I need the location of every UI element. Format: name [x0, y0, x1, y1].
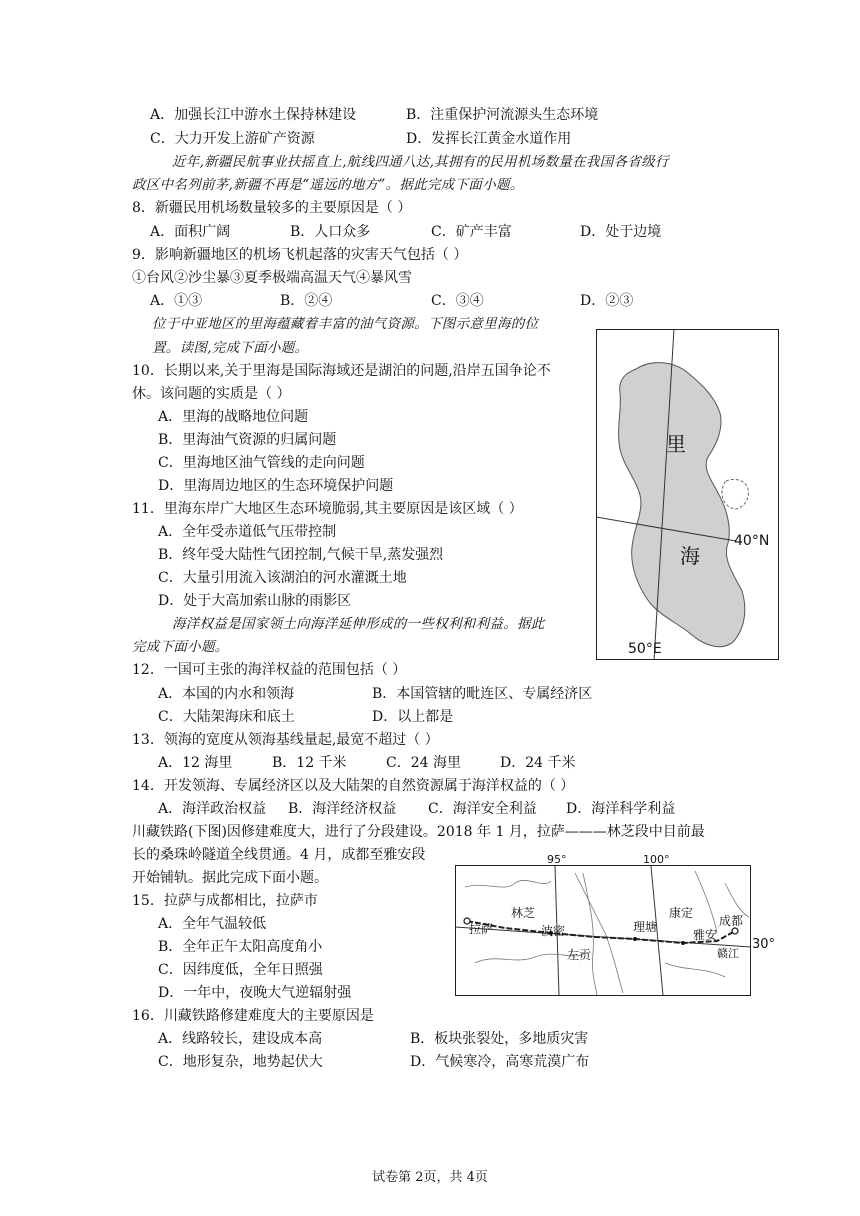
q15-option-a: A．全年气温较低 — [158, 916, 267, 932]
q10-option-c: C．里海地区油气管线的走向问题 — [158, 455, 365, 471]
q7-option-a: A．加强长江中游水土保持林建设 — [150, 107, 357, 123]
q11-option-d: D．处于大高加索山脉的雨影区 — [158, 593, 352, 609]
q12-option-d: D．以上都是 — [372, 709, 454, 725]
q9-option-d: D．②③ — [580, 293, 634, 309]
q11-option-c: C．大量引用流入该湖泊的河水灌溉土地 — [158, 570, 407, 586]
q7-option-c: C．大力开发上游矿产资源 — [150, 131, 315, 147]
railway-intro-line1: 川藏铁路(下图)因修建难度大，进行了分段建设。2018 年 1 月，拉萨———林芝段中目前最 — [132, 824, 705, 840]
q11-option-b: B．终年受大陆性气团控制,气候干旱,蒸发强烈 — [158, 547, 444, 563]
lon-95-label: 95° — [547, 853, 567, 866]
city-nyingchi: 林芝 — [511, 906, 536, 920]
q12-option-a: A．本国的内水和领海 — [158, 686, 295, 702]
q9-option-a: A．①③ — [150, 293, 203, 309]
q8-option-b: B．人口众多 — [290, 224, 371, 240]
q14-option-a: A．海洋政治权益 — [158, 801, 267, 817]
city-zogang: 左贡 — [567, 948, 592, 962]
lon-50e-label: 50°E — [628, 641, 662, 657]
city-lhasa: 拉萨 — [469, 922, 494, 936]
q9-option-c: C．③④ — [431, 293, 484, 309]
q15-option-b: B．全年正午太阳高度角小 — [158, 939, 323, 955]
q7-option-d: D．发挥长江黄金水道作用 — [406, 131, 572, 147]
caspian-label-bottom: 海 — [680, 544, 700, 568]
q14-option-b: B．海洋经济权益 — [288, 801, 397, 817]
lon-100-label: 100° — [643, 853, 670, 866]
lat-30-label: 30° — [752, 937, 776, 952]
q12-option-b: B．本国管辖的毗连区、专属经济区 — [372, 686, 593, 702]
caspian-sea-map — [596, 329, 779, 660]
city-bomi: 波密 — [541, 924, 566, 938]
page-footer: 试卷第 2页，共 4页 — [372, 1170, 488, 1185]
city-kangding: 康定 — [669, 906, 694, 920]
q16-stem: 16．川藏铁路修建难度大的主要原因是 — [132, 1008, 374, 1024]
q9-stem: 9．影响新疆地区的机场飞机起落的灾害天气包括（ ） — [132, 247, 468, 263]
q12-stem: 12．一国可主张的海洋权益的范围包括（ ） — [132, 662, 407, 678]
q13-option-c: C．24 海里 — [386, 755, 461, 771]
q12-option-c: C．大陆架海床和底土 — [158, 709, 295, 725]
q10-stem-line1: 10．长期以来,关于里海是国际海域还是湖泊的问题,沿岸五国争论不 — [132, 363, 551, 379]
caspian-intro-line1: 位于中亚地区的里海蕴藏着丰富的油气资源。下图示意里海的位 — [152, 316, 539, 332]
q8-option-c: C．矿产丰富 — [431, 224, 512, 240]
q16-option-b: B．板块张裂处，多地质灾害 — [410, 1031, 589, 1047]
ocean-intro-line2: 完成下面小题。 — [132, 639, 229, 655]
q13-stem: 13．领海的宽度从领海基线量起,最宽不超过（ ） — [132, 732, 439, 748]
q16-option-d: D．气候寒冷，高寒荒漠广布 — [410, 1054, 590, 1070]
caspian-label-top: 里 — [666, 432, 686, 456]
sichuan-tibet-railway-map — [455, 853, 751, 996]
lat-40n-label: 40°N — [734, 533, 770, 549]
q14-option-c: C．海洋安全利益 — [428, 801, 537, 817]
xinjiang-intro-line1: 近年,新疆民航事业扶摇直上,航线四通八达,其拥有的民用机场数量在我国各省级行 — [172, 154, 669, 170]
city-chengdu: 成都 — [719, 914, 744, 928]
q13-option-d: D．24 千米 — [500, 755, 576, 771]
railway-intro-line2: 长的桑珠岭隧道全线贯通。4 月，成都至雅安段 — [132, 847, 426, 863]
q10-option-a: A．里海的战略地位问题 — [158, 409, 309, 425]
q13-option-b: B．12 千米 — [272, 755, 347, 771]
xinjiang-intro-line2: 政区中名列前茅,新疆不再是“遥远的地方”。据此完成下面小题。 — [132, 177, 524, 193]
q9-items: ①台风②沙尘暴③夏季极端高温天气④暴风雪 — [132, 270, 412, 286]
q15-stem: 15．拉萨与成都相比，拉萨市 — [132, 893, 318, 909]
q13-option-a: A．12 海里 — [158, 755, 233, 771]
city-yaan: 雅安 — [693, 928, 718, 942]
q10-option-b: B．里海油气资源的归属问题 — [158, 432, 337, 448]
q14-stem: 14．开发领海、专属经济区以及大陆架的自然资源属于海洋权益的（ ） — [132, 778, 575, 794]
q11-stem: 11．里海东岸广大地区生态环境脆弱,其主要原因是该区域（ ） — [132, 501, 523, 517]
railway-intro-line3: 开始铺轨。据此完成下面小题。 — [132, 870, 328, 886]
q8-stem: 8．新疆民用机场数量较多的主要原因是（ ） — [132, 200, 412, 216]
caspian-intro-line2: 置。读图,完成下面小题。 — [152, 340, 309, 356]
q10-option-d: D．里海周边地区的生态环境保护问题 — [158, 478, 394, 494]
city-litang: 理塘 — [633, 920, 658, 934]
q14-option-d: D．海洋科学利益 — [566, 801, 676, 817]
q8-option-a: A．面积广阔 — [150, 224, 231, 240]
river-ganjiang: 赣江 — [717, 947, 739, 960]
q16-option-c: C．地形复杂，地势起伏大 — [158, 1054, 323, 1070]
ocean-intro-line1: 海洋权益是国家领土向海洋延伸形成的一些权利和利益。据此 — [172, 616, 545, 632]
q15-option-d: D．一年中，夜晚大气逆辐射强 — [158, 985, 352, 1001]
q8-option-d: D．处于边境 — [580, 224, 662, 240]
q10-stem-line2: 休。该问题的实质是（ ） — [132, 386, 291, 402]
q7-option-b: B．注重保护河流源头生态环境 — [406, 107, 599, 123]
q9-option-b: B．②④ — [280, 293, 333, 309]
q16-option-a: A．线路较长，建设成本高 — [158, 1031, 323, 1047]
q15-option-c: C．因纬度低，全年日照强 — [158, 962, 323, 978]
q11-option-a: A．全年受赤道低气压带控制 — [158, 524, 337, 540]
